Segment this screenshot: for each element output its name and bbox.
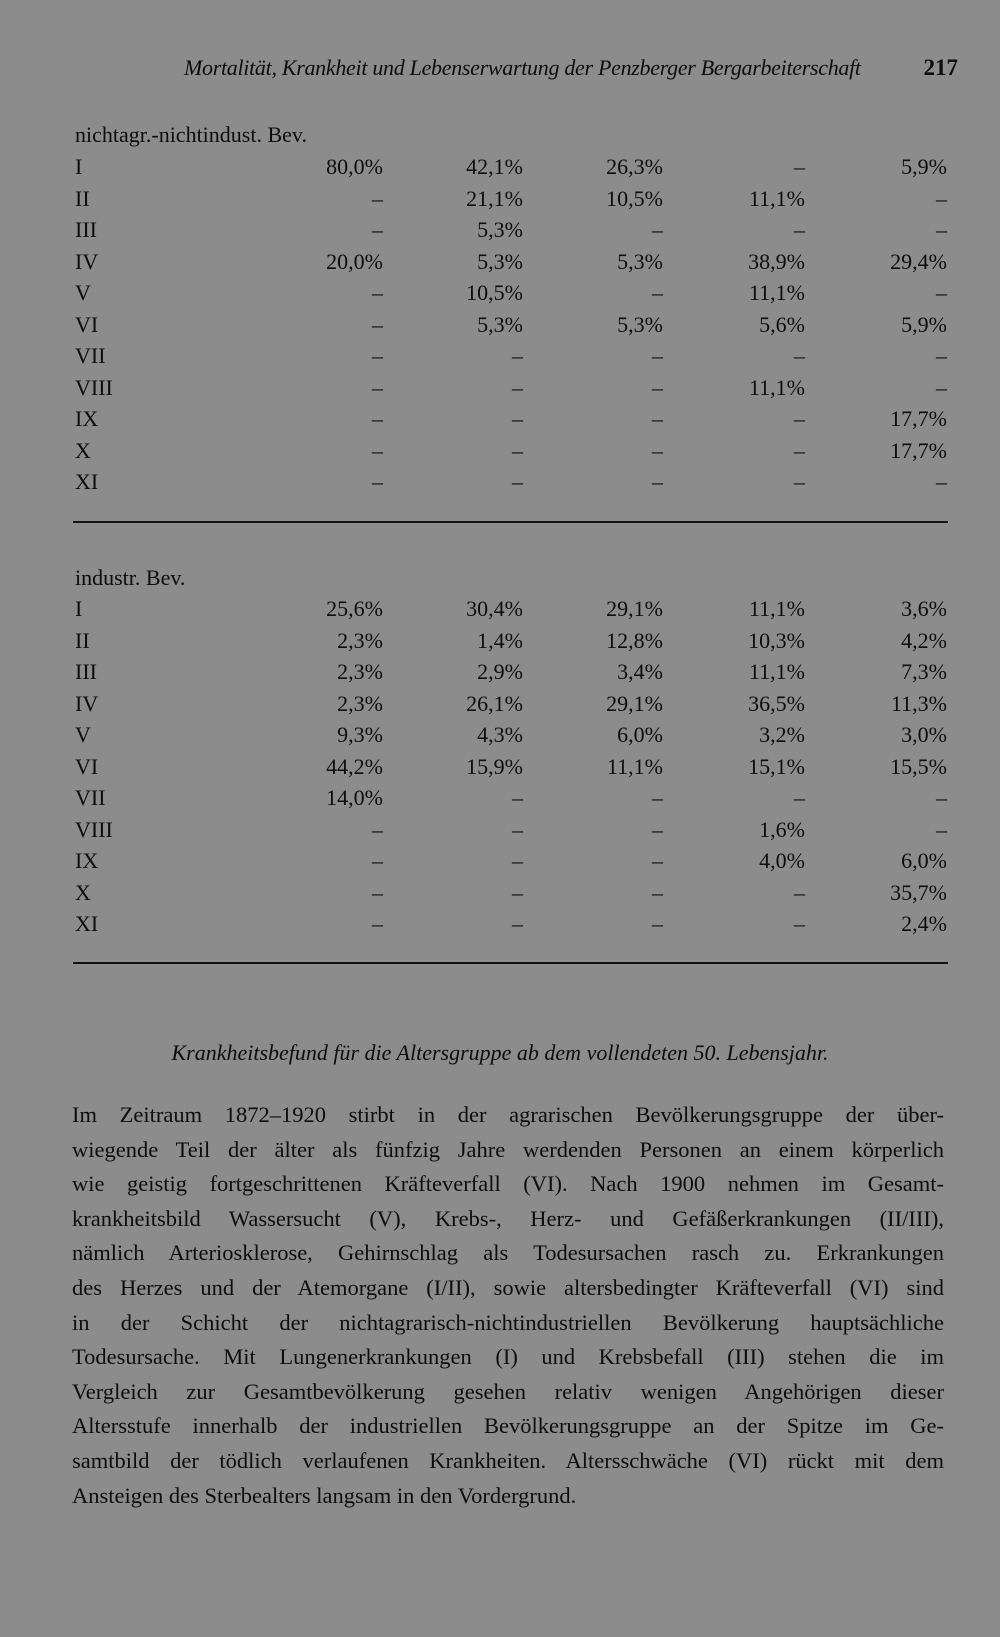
page-header — [170, 50, 960, 90]
table-cell: 3,4% — [617, 659, 663, 684]
table-row — [75, 628, 955, 660]
paragraph-line: Ansteigen des Sterbealters langsam in den Vordergrund. — [72, 1482, 577, 1508]
table-cell: 38,9% — [748, 248, 805, 274]
row-label: XI — [75, 911, 99, 936]
table-cell: 14,0% — [326, 785, 383, 810]
table-cell: – — [936, 469, 947, 494]
row-label: I — [75, 596, 83, 621]
table-cell: – — [372, 280, 383, 305]
table-cell: 2,3% — [337, 659, 383, 684]
table-cell: 29,1% — [606, 596, 663, 621]
table-cell: – — [512, 785, 523, 810]
table-cell: 12,8% — [606, 627, 663, 653]
table-row — [75, 343, 955, 375]
table-cell: 15,1% — [748, 753, 805, 779]
table-cell: – — [794, 343, 805, 368]
table-cell: – — [936, 816, 947, 842]
table-cell: – — [652, 343, 663, 368]
table-cell: 29,1% — [606, 690, 663, 716]
row-label: V — [75, 280, 91, 305]
table-cell: 25,6% — [326, 596, 383, 621]
table-cell: 1,6% — [759, 816, 805, 842]
row-label: IX — [75, 406, 99, 431]
table-cell: – — [512, 469, 523, 494]
row-label: VII — [75, 785, 106, 810]
running-title: Mortalität, Krankheit und Lebenserwartung der Penzberger Bergarbeiterschaft — [184, 55, 861, 80]
table-row — [75, 596, 955, 628]
table-cell: 11,1% — [606, 753, 663, 779]
row-label: II — [75, 627, 90, 653]
table-cell: – — [652, 217, 663, 242]
table-cell: 11,1% — [748, 659, 805, 684]
table-cell: – — [372, 848, 383, 873]
table-cell: – — [652, 437, 663, 463]
table-cell: – — [652, 280, 663, 305]
table-cell: 2,4% — [901, 911, 947, 936]
table-cell: – — [372, 911, 383, 936]
table-row — [75, 880, 955, 912]
table-cell: 29,4% — [890, 248, 947, 274]
table-row — [75, 722, 955, 754]
table-cell: 3,2% — [759, 722, 805, 747]
table-cell: – — [512, 911, 523, 936]
table-row — [75, 785, 955, 817]
table-cell: 4,0% — [759, 848, 805, 873]
table-cell: – — [652, 469, 663, 494]
table-row — [75, 375, 955, 407]
table-row — [75, 469, 955, 501]
table-row — [75, 438, 955, 470]
table-row — [75, 754, 955, 786]
table-cell: 42,1% — [466, 154, 523, 179]
table-cell: 5,3% — [617, 248, 663, 274]
table-cell: 5,6% — [759, 311, 805, 337]
table-cell: – — [512, 848, 523, 873]
paragraph-line: Vergleich zur Gesamtbevölkerung gesehen relativ wenigen Angehörigen dieser — [72, 1378, 944, 1404]
table-cell: 11,1% — [748, 596, 805, 621]
table-cell: 11,3% — [890, 690, 947, 716]
paragraph-line: Todesursache. Mit Lungenerkrankungen (I) und Krebsbefall (III) stehen die im — [72, 1344, 944, 1370]
table-cell: – — [936, 280, 947, 305]
table-row — [75, 848, 955, 880]
paragraph-line: wie geistig fortgeschrittenen Kräfteverfall (VI). Nach 1900 nehmen im Gesamt- — [72, 1171, 944, 1197]
row-label: VI — [75, 311, 99, 337]
section-title-industriell: industr. Bev. — [75, 565, 186, 590]
row-label: II — [75, 185, 90, 211]
row-label: VIII — [75, 374, 113, 400]
table-row — [75, 280, 955, 312]
table-cell: – — [794, 437, 805, 463]
table-cell: 15,9% — [466, 753, 523, 779]
paragraph-line: krankheitsbild Wassersucht (V), Krebs-, Herz- und Gefäßerkrankungen (II/III), — [72, 1205, 944, 1231]
table-cell: – — [652, 406, 663, 431]
table-cell: 10,3% — [748, 627, 805, 653]
row-label: IV — [75, 690, 99, 716]
table-cell: – — [512, 343, 523, 368]
table-row — [75, 186, 955, 218]
table-cell: 20,0% — [326, 248, 383, 274]
table-cell: – — [652, 911, 663, 936]
table-row — [75, 691, 955, 723]
paragraph-line: des Herzes und der Atemorgane (I/II), sowie altersbedingter Kräfteverfall (VI) sind — [72, 1274, 944, 1300]
table-cell: – — [794, 217, 805, 242]
table-cell: – — [372, 185, 383, 211]
table-cell: 5,3% — [477, 248, 523, 274]
row-label: I — [75, 154, 83, 179]
table-cell: 5,3% — [477, 311, 523, 337]
table-cell: 6,0% — [901, 848, 947, 873]
table-cell: 44,2% — [326, 753, 383, 779]
table-cell: – — [794, 469, 805, 494]
table-cell: – — [794, 406, 805, 431]
table-cell: – — [512, 879, 523, 905]
table-cell: 2,3% — [337, 690, 383, 716]
paragraph-line: nämlich Arteriosklerose, Gehirnschlag als Todesursachen rasch zu. Erkrankungen — [72, 1240, 944, 1266]
table-cell: – — [372, 406, 383, 431]
row-label: III — [75, 217, 97, 242]
table-cell: – — [512, 816, 523, 842]
table-cell: – — [652, 848, 663, 873]
row-label: VI — [75, 753, 99, 779]
table-cell: 3,6% — [901, 596, 947, 621]
table-cell: – — [936, 343, 947, 368]
table-cell: 9,3% — [337, 722, 383, 747]
table-cell: 3,0% — [901, 722, 947, 747]
section-title-nichtagrarisch: nichtagr.-nichtindust. Bev. — [75, 122, 307, 147]
table-cell: 17,7% — [890, 406, 947, 431]
table-cell: 17,7% — [890, 437, 947, 463]
table-row — [75, 217, 955, 249]
row-label: VIII — [75, 816, 113, 842]
body-paragraph — [72, 1098, 944, 1513]
table-cell: – — [372, 816, 383, 842]
table-row — [75, 312, 955, 344]
page-number: 217 — [923, 55, 958, 80]
table-cell: – — [372, 311, 383, 337]
table-cell: – — [794, 785, 805, 810]
table-cell: 5,3% — [617, 311, 663, 337]
table-cell: – — [372, 217, 383, 242]
table-cell: – — [372, 343, 383, 368]
table-cell: – — [512, 374, 523, 400]
row-label: X — [75, 437, 91, 463]
paragraph-line: wiegende Teil der älter als fünfzig Jahre werdenden Personen an einem körperlich — [72, 1136, 944, 1162]
table-cell: 5,3% — [477, 217, 523, 242]
paragraph-line: Altersstufe innerhalb der industriellen Bevölkerungsgruppe an der Spitze im Ge- — [72, 1413, 944, 1439]
table-cell: – — [794, 154, 805, 179]
paragraph-line: in der Schicht der nichtagrarisch-nichtindustriellen Bevölkerung hauptsächliche — [72, 1309, 944, 1335]
table-cell: 7,3% — [901, 659, 947, 684]
table-bottom-rule — [73, 962, 948, 964]
table-cell: – — [372, 437, 383, 463]
row-label: XI — [75, 469, 99, 494]
table-cell: – — [936, 185, 947, 211]
table-caption: Krankheitsbefund für die Altersgruppe ab dem vollendeten 50. Lebensjahr. — [171, 1040, 829, 1065]
table-cell: – — [652, 879, 663, 905]
table-cell: – — [512, 406, 523, 431]
table-industriell — [75, 596, 955, 943]
table-divider-rule — [73, 521, 948, 523]
table-cell: 30,4% — [466, 596, 523, 621]
table-cell: 5,9% — [901, 154, 947, 179]
table-cell: 4,2% — [901, 627, 947, 653]
table-cell: – — [794, 911, 805, 936]
table-row — [75, 249, 955, 281]
table-row — [75, 154, 955, 186]
table-cell: 10,5% — [466, 280, 523, 305]
table-cell: 2,9% — [477, 659, 523, 684]
table-cell: 15,5% — [890, 753, 947, 779]
table-cell: 35,7% — [890, 879, 947, 905]
table-row — [75, 406, 955, 438]
table-row — [75, 911, 955, 943]
row-label: IV — [75, 248, 99, 274]
table-cell: 11,1% — [748, 280, 805, 305]
table-cell: 11,1% — [748, 185, 805, 211]
table-cell: – — [936, 785, 947, 810]
table-cell: – — [936, 374, 947, 400]
table-cell: – — [652, 816, 663, 842]
row-label: X — [75, 879, 91, 905]
table-cell: 5,9% — [901, 311, 947, 337]
table-row — [75, 659, 955, 691]
table-cell: 11,1% — [748, 374, 805, 400]
paragraph-line: samtbild der tödlich verlaufenen Krankheiten. Altersschwäche (VI) rückt mit dem — [72, 1447, 944, 1473]
table-cell: – — [652, 374, 663, 400]
table-cell: 10,5% — [606, 185, 663, 211]
table-cell: – — [936, 217, 947, 242]
table-cell: – — [372, 469, 383, 494]
table-cell: – — [652, 785, 663, 810]
table-cell: 26,3% — [606, 154, 663, 179]
table-cell: – — [372, 879, 383, 905]
row-label: VII — [75, 343, 106, 368]
table-cell: 2,3% — [337, 627, 383, 653]
table-cell: 26,1% — [466, 690, 523, 716]
table-cell: – — [512, 437, 523, 463]
row-label: III — [75, 659, 97, 684]
table-cell: 1,4% — [477, 627, 523, 653]
table-cell: 6,0% — [617, 722, 663, 747]
table-cell: – — [372, 374, 383, 400]
table-row — [75, 817, 955, 849]
row-label: IX — [75, 848, 99, 873]
table-cell: 36,5% — [748, 690, 805, 716]
table-cell: 80,0% — [326, 154, 383, 179]
table-cell: 21,1% — [466, 185, 523, 211]
table-cell: 4,3% — [477, 722, 523, 747]
table-nichtagrarisch — [75, 154, 955, 501]
table-cell: – — [794, 879, 805, 905]
paragraph-line: Im Zeitraum 1872–1920 stirbt in der agrarischen Bevölkerungsgruppe der über- — [72, 1102, 944, 1127]
row-label: V — [75, 722, 91, 747]
